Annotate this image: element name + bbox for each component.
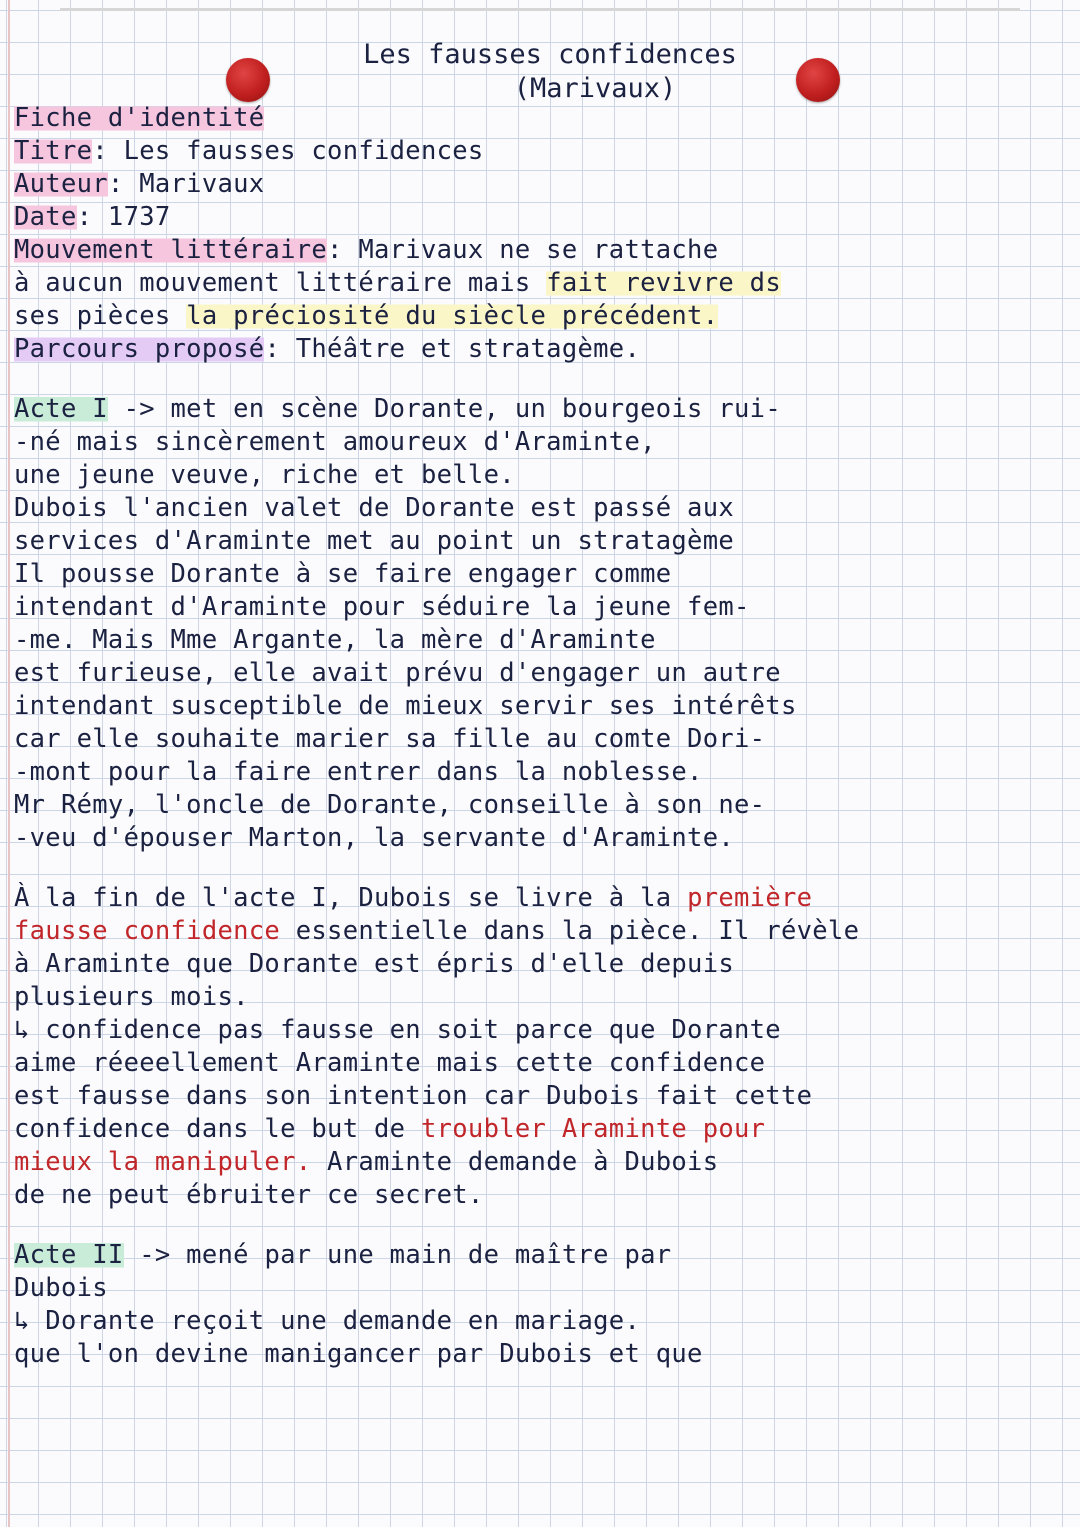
- spacer: [14, 1212, 1066, 1239]
- fin-acte1-line-9: [14, 1146, 1066, 1179]
- fin-acte1-text-9b: Araminte demande à Dubois: [311, 1147, 719, 1177]
- fin-acte1-text-1a: À la fin de l'acte I, Dubois se livre à la: [14, 883, 688, 913]
- identity-movement-value: : Marivaux ne se rattache: [327, 235, 719, 265]
- acte1-line-2: -né mais sincèrement amoureux d'Araminte,: [14, 427, 656, 457]
- acte1-line-7: intendant d'Araminte pour séduire la jeune fem-: [14, 592, 750, 622]
- acte1-line-5: services d'Araminte met au point un stratagème: [14, 526, 735, 556]
- acte2-line-4: que l'on devine manigancer par Dubois et que: [14, 1339, 703, 1369]
- title-line-2: (Marivaux): [513, 73, 677, 104]
- spacer: [14, 855, 1066, 882]
- identity-author-line: [14, 168, 1066, 201]
- fin-acte1-text-2b: essentielle dans la pièce. Il révèle: [280, 916, 860, 946]
- acte1-line-11: car elle souhaite marier sa fille au comte Dori-: [14, 724, 766, 754]
- fin-acte1-text-9-red: mieux la manipuler.: [14, 1147, 312, 1177]
- identity-movement-line: [14, 234, 1066, 267]
- acte1-line-1: [14, 393, 1066, 426]
- fin-acte1-line-5: ↳ confidence pas fausse en soit parce que Dorante: [14, 1015, 781, 1045]
- identity-author-value: : Marivaux: [107, 169, 265, 199]
- fin-acte1-text-1-red: première: [687, 883, 813, 913]
- title-line-1: Les fausses confidences: [363, 39, 737, 70]
- identity-title-line: [14, 135, 1066, 168]
- binder-hole-left: [226, 58, 270, 102]
- acte1-line-9: est furieuse, elle avait prévu d'engager un autre: [14, 658, 781, 688]
- acte1-line-4: Dubois l'ancien valet de Dorante est passé aux: [14, 493, 735, 523]
- fin-acte1-line-4: plusieurs mois.: [14, 982, 249, 1012]
- acte1-line-10: intendant susceptible de mieux servir ses intérêts: [14, 691, 797, 721]
- acte1-line-14: -veu d'épouser Marton, la servante d'Araminte.: [14, 823, 735, 853]
- acte1-label: Acte I: [14, 394, 108, 424]
- acte1-line-6: Il pousse Dorante à se faire engager comme: [14, 559, 672, 589]
- notes-content: [14, 102, 1066, 1371]
- acte1-line-8: -me. Mais Mme Argante, la mère d'Araminte: [14, 625, 656, 655]
- identity-movement-label: Mouvement littéraire: [14, 235, 328, 265]
- identity-movement-text-3a: ses pièces: [14, 301, 171, 331]
- fin-acte1-line-7: est fausse dans son intention car Dubois fait cette: [14, 1081, 813, 1111]
- fin-acte1-text-8a: confidence dans le but de: [14, 1114, 421, 1144]
- identity-title-label: Titre: [14, 136, 93, 166]
- page-top-edge: [60, 8, 1020, 11]
- acte1-line-12: -mont pour la faire entrer dans la noblesse.: [14, 757, 703, 787]
- fin-acte1-line-1: [14, 882, 1066, 915]
- margin-line: [8, 0, 10, 1527]
- identity-parcours-label: Parcours proposé: [14, 334, 265, 364]
- acte2-line-3: ↳ Dorante reçoit une demande en mariage.: [14, 1306, 641, 1336]
- identity-parcours-value: : Théâtre et stratagème.: [264, 334, 641, 364]
- fin-acte1-text-2-red: fausse confidence: [14, 916, 281, 946]
- identity-author-label: Auteur: [14, 169, 108, 199]
- identity-movement-line-3: [14, 300, 1066, 333]
- identity-movement-text-2b: fait revivre ds: [546, 268, 781, 298]
- identity-date-line: [14, 201, 1066, 234]
- identity-parcours-line: [14, 333, 1066, 366]
- acte1-text-1: -> met en scène Dorante, un bourgeois rui-: [107, 394, 781, 424]
- acte2-text-1: -> mené par une main de maître par: [123, 1240, 672, 1270]
- identity-heading-line: [14, 102, 1066, 135]
- fin-acte1-line-10: de ne peut ébruiter ce secret.: [14, 1180, 484, 1210]
- fin-acte1-text-8-red: troubler Araminte pour: [420, 1114, 766, 1144]
- acte1-line-3: une jeune veuve, riche et belle.: [14, 460, 515, 490]
- acte2-line-2: Dubois: [14, 1273, 108, 1303]
- acte2-line-1: [14, 1239, 1066, 1272]
- fin-acte1-line-8: [14, 1113, 1066, 1146]
- spacer: [14, 366, 1066, 393]
- page-title: [290, 38, 810, 106]
- identity-title-value: : Les fausses confidences: [92, 136, 484, 166]
- fin-acte1-line-6: aime réeeellement Araminte mais cette confidence: [14, 1048, 766, 1078]
- identity-movement-line-2: [14, 267, 1066, 300]
- identity-movement-text-2a: à aucun mouvement littéraire mais: [14, 268, 531, 298]
- identity-date-value: : 1737: [76, 202, 171, 232]
- acte1-line-13: Mr Rémy, l'oncle de Dorante, conseille à son ne-: [14, 790, 766, 820]
- identity-heading: Fiche d'identité: [14, 103, 265, 133]
- identity-date-label: Date: [14, 202, 77, 232]
- identity-movement-text-3b: la préciosité du siècle précédent.: [186, 301, 719, 331]
- fin-acte1-line-3: à Araminte que Dorante est épris d'elle depuis: [14, 949, 735, 979]
- fin-acte1-line-2: [14, 915, 1066, 948]
- acte2-label: Acte II: [14, 1240, 124, 1270]
